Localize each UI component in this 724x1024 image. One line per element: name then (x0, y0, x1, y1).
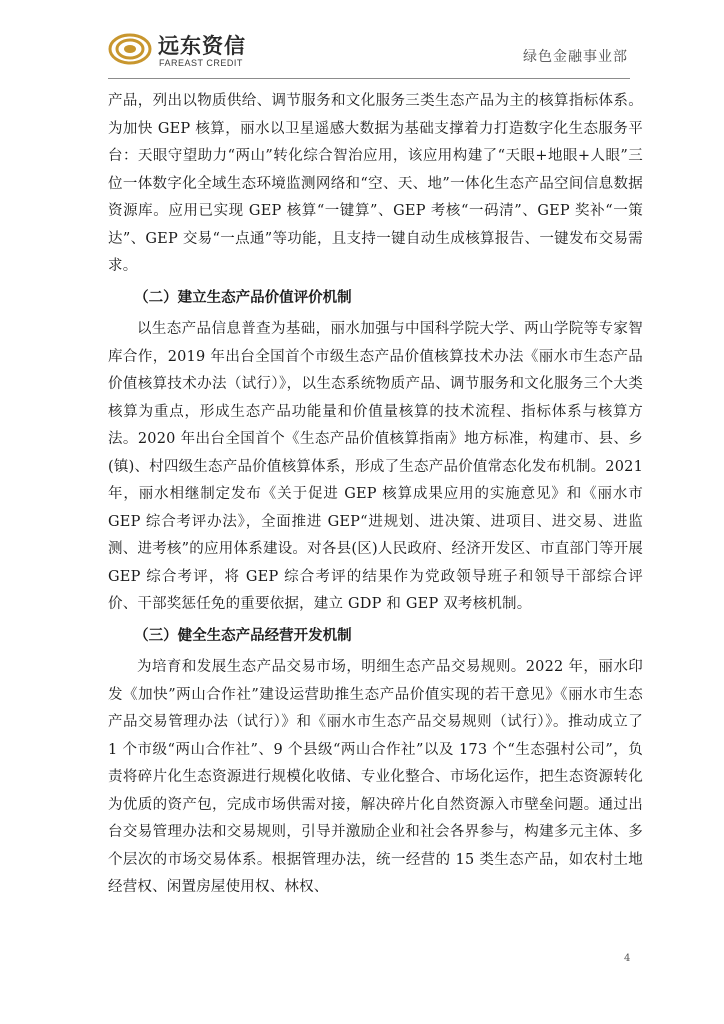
fareast-logo-icon (108, 32, 152, 66)
paragraph-gep-platform: 产品，列出以物质供给、调节服务和文化服务三类生态产品为主的核算指标体系。为加快 GEP 核算，丽水以卫星遥感大数据为基础支撑着力打造数字化生态服务平台：天眼守望助力“两山”转化综合智治应用，该应用构建了“天眼+地眼+人眼”三位一体数字化全域生态环境监测网络和“空、天、地”一体化生态产品空间信息数据资源库。应用已实现 GEP 核算“一键算”、GEP 考核“一码清”、GEP 奖补“一策达”、GEP 交易“一点通”等功能，且支持一键自动生成核算报告、一键发布交易需求。 (108, 93, 643, 274)
document-body (108, 88, 643, 902)
logo-english-name: FAREAST CREDIT (159, 58, 243, 68)
page-header (108, 24, 630, 79)
section-heading-valuation-mechanism: （二）建立生态产品价值评价机制 (134, 289, 352, 306)
section-heading-operation-mechanism: （三）健全生态产品经营开发机制 (134, 627, 352, 644)
logo-chinese-name: 远东资信 (158, 34, 246, 58)
paragraph-valuation-mechanism: 以生态产品信息普查为基础，丽水加强与中国科学院大学、两山学院等专家智库合作，2019 年出台全国首个市级生态产品价值核算技术办法《丽水市生态产品价值核算技术办法（试行）》，以生态系统物质产品、调节服务和文化服务三个大类核算为重点，形成生态产品功能量和价值量核算的技术流程、指标体系与核算方法。2020 年出台全国首个《生态产品价值核算指南》地方标准，构建市、县、乡(镇)、村四级生态产品价值核算体系，形成了生态产品价值常态化发布机制。2021 年，丽水相继制定发布《关于促进 GEP 核算成果应用的实施意见》和《丽水市 GEP 综合考评办法》，全面推进 GEP“进规划、进决策、进项目、进交易、进监测、进考核”的应用体系建设。对各县(区)人民政府、经济开发区、市直部门等开展 GEP 综合考评，将 GEP 综合考评的结果作为党政领导班子和领导干部综合评价、干部奖惩任免的重要依据，建立 GDP 和 GEP 双考核机制。 (108, 321, 643, 612)
paragraph-operation-mechanism: 为培育和发展生态产品交易市场，明细生态产品交易规则。2022 年，丽水印发《加快”两山合作社”建设运营助推生态产品价值实现的若干意见》《丽水市生态产品交易管理办法（试行）》和《丽水市生态产品交易规则（试行）》。推动成立了 1 个市级“两山合作社”、9 个县级“两山合作社”以及 173 个“生态强村公司”，负责将碎片化生态资源进行规模化收储、专业化整合、市场化运作，把生态资源转化为优质的资产包，完成市场供需对接，解决碎片化自然资源入市壁垒问题。通过出台交易管理办法和交易规则，引导并激励企业和社会各界参与，构建多元主体、多个层次的市场交易体系。根据管理办法，统一经营的 15 类生态产品，如农村土地经营权、闲置房屋使用权、林权、 (108, 659, 643, 895)
department-name: 绿色金融事业部 (523, 49, 628, 65)
page-number: 4 (624, 953, 631, 964)
